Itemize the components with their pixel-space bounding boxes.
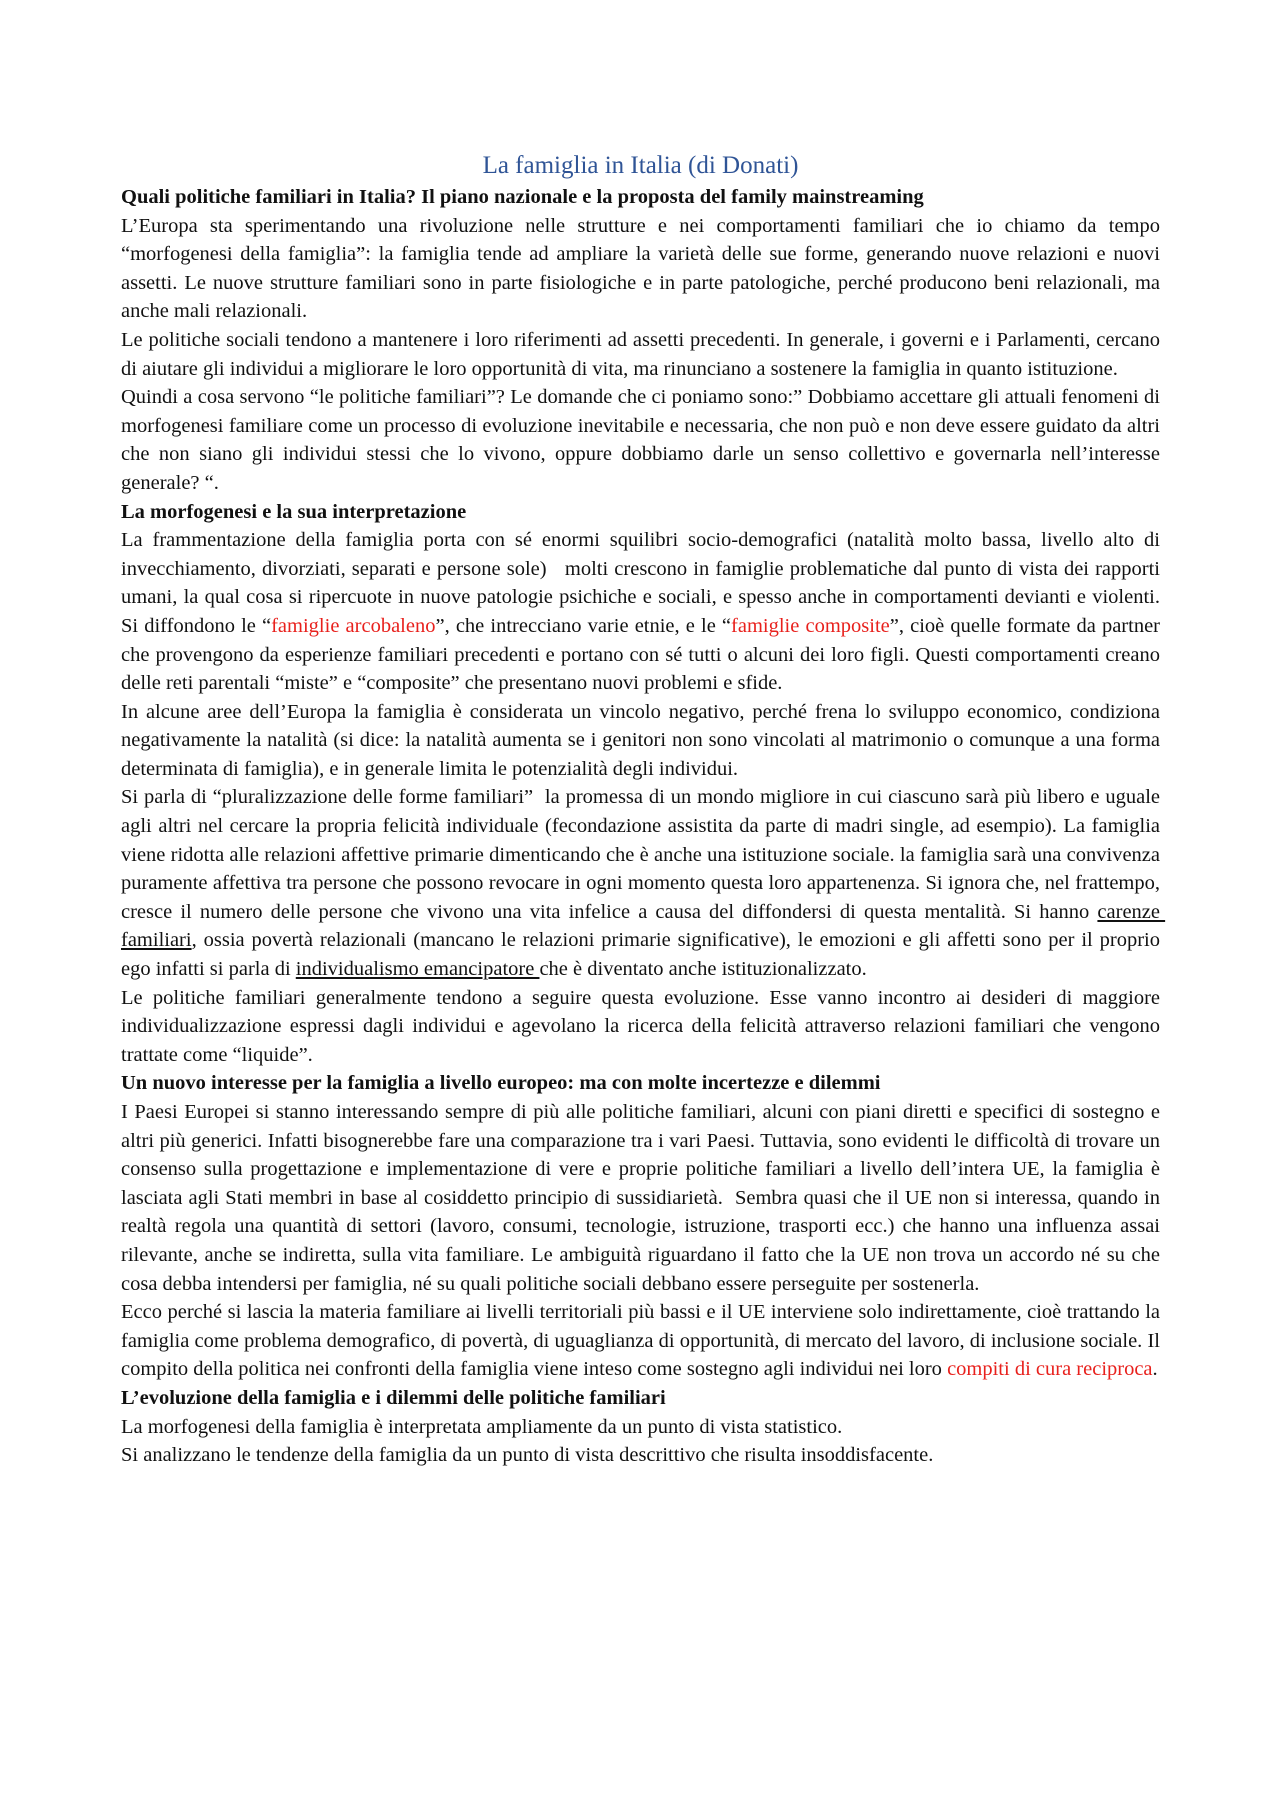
text-run: L’Europa sta sperimentando una rivoluzione nelle strutture e nei comportamenti familiari che io chiamo da tempo “morfogenesi della famiglia”: la famiglia tende ad ampliare la varietà delle sue forme, generando nuove relazioni e nuovi assetti. Le nuove strutture familiari sono in parte fisiologiche e in parte patologiche, perché producono beni relazionali, ma anche mali relazionali.: [121, 214, 1166, 323]
text-run: Un nuovo interesse per la famiglia a livello europeo: ma con molte incertezze e dilemmi: [121, 1072, 881, 1095]
text-run: Le politiche sociali tendono a mantenere i loro riferimenti ad assetti precedenti. In generale, i governi e i Parlamenti, cercano di aiutare gli individui a migliorare le loro opportunità di vita, ma rinunciano a sostenere la famiglia in quanto istituzione.: [121, 328, 1166, 380]
section-heading: [121, 1384, 1160, 1413]
document-page: [121, 150, 1166, 1470]
underlined-text: carenze familiari: [121, 900, 1166, 952]
text-run: La morfogenesi e la sua interpretazione: [121, 500, 467, 523]
section-heading: [121, 183, 1160, 212]
text-run: L’evoluzione della famiglia e i dilemmi delle politiche familiari: [121, 1386, 666, 1409]
paragraph: [121, 783, 1166, 983]
paragraph: [121, 1098, 1166, 1298]
paragraph: [121, 212, 1166, 326]
text-run: .: [1152, 1358, 1158, 1381]
text-run: Si analizzano le tendenze della famiglia da un punto di vista descrittivo che risulta insoddisfacente.: [121, 1444, 934, 1467]
text-run: che è diventato anche istituzionalizzato.: [539, 958, 867, 981]
paragraph: [121, 1298, 1166, 1384]
document-body: [121, 183, 1166, 1470]
text-run: , ossia povertà relazionali (mancano le relazioni primarie significative), le emozioni e gli affetti sono per il proprio ego infatti si parla di: [121, 929, 1166, 981]
paragraph: [121, 1413, 1160, 1442]
text-run: Quindi a cosa servono “le politiche familiari”? Le domande che ci poniamo sono:” Dobbiamo accettare gli attuali fenomeni di morfogenesi familiare come un processo di evoluzione inevitabile e necessaria, che non può e non deve essere guidato da altri che non siano gli individui stessi che lo vivono, oppure dobbiamo darle un senso collettivo e governarla nell’interesse generale? “.: [121, 386, 1166, 494]
paragraph: [121, 383, 1166, 497]
text-run: Quali politiche familiari in Italia? Il piano nazionale e la proposta del family mainstreaming: [121, 186, 924, 208]
underlined-text: individualismo emancipatore: [295, 958, 540, 981]
highlighted-text: famiglie composite: [731, 614, 890, 637]
text-run: In alcune aree dell’Europa la famiglia è considerata un vincolo negativo, perché frena lo sviluppo economico, condiziona negativamente la natalità (si dice: la natalità aumenta se i genitori non sono vincolati al matrimonio o comunque a una forma determinata di famiglia), e in generale limita le potenzialità degli individui.: [121, 700, 1166, 780]
text-run: ”, che intrecciano varie etnie, e le “: [435, 614, 732, 637]
paragraph: [121, 984, 1166, 1070]
highlighted-text: famiglie arcobaleno: [271, 614, 436, 637]
text-run: ”, cioè quelle formate da partner che provengono da esperienze familiari precedenti e portano con sé tutti o alcuni dei loro figli. Questi comportamenti creano delle reti parentali “miste” e “composite” che presentano nuovi problemi e sfide.: [121, 614, 1166, 695]
text-run: I Paesi Europei si stanno interessando sempre di più alle politiche familiari, alcuni con piani diretti e specifici di sostegno e altri più generici. Infatti bisognerebbe fare una comparazione tra i vari Paesi. Tuttavia, sono evidenti le difficoltà di trovare un consenso sulla progettazione e implementazione di vere e proprie politiche familiari a livello dell’intera UE, la famiglia è lasciata agli Stati membri in base al cosiddetto principio di sussidiarietà. Sembra quasi che il UE non si interessa, quando in realtà regola una quantità di settori (lavoro, consumi, tecnologie, istruzione, trasporti ecc.) che hanno una influenza assai rilevante, anche se indiretta, sulla vita familiare. Le ambiguità riguardano il fatto che la UE non trova un accordo né su che cosa debba intendersi per famiglia, né su quali politiche sociali debbano essere perseguite per sostenerla.: [121, 1101, 1166, 1295]
text-run: La frammentazione della famiglia porta con sé enormi squilibri socio-demografici (natalità molto bassa, livello alto di invecchiamento, divorziati, separati e persone sole) molti crescono in famiglie problematiche dal punto di vista dei rapporti umani, la qual cosa si ripercuote in nuove patologie psichiche e sociali, e spesso anche in comportamenti devianti e violenti. Si diffondono le “: [121, 529, 1166, 637]
paragraph: [121, 326, 1166, 383]
text-run: Ecco perché si lascia la materia familiare ai livelli territoriali più bassi e il UE interviene solo indirettamente, cioè trattando la famiglia come problema demografico, di povertà, di uguaglianza di opportunità, di mercato del lavoro, di inclusione sociale. Il compito della politica nei confronti della famiglia viene inteso come sostegno agli individui nei loro: [121, 1301, 1166, 1381]
paragraph: [121, 526, 1166, 698]
document-title: La famiglia in Italia (di Donati): [482, 152, 799, 179]
section-heading: [121, 1069, 1160, 1098]
paragraph: [121, 698, 1166, 784]
highlighted-text: compiti di cura reciproca: [947, 1358, 1153, 1381]
text-run: La morfogenesi della famiglia è interpretata ampliamente da un punto di vista statistico.: [121, 1415, 843, 1438]
text-run: Si parla di “pluralizzazione delle forme familiari” la promessa di un mondo migliore in cui ciascuno sarà più libero e uguale agli altri nel cercare la propria felicità individuale (fecondazione assistita da parte di madri single, ad esempio). La famiglia viene ridotta alle relazioni affettive primarie dimenticando che è anche una istituzione sociale. la famiglia sarà una convivenza puramente affettiva tra persone che possono revocare in ogni momento questa loro appartenenza. Si ignora che, nel frattempo, cresce il numero delle persone che vivono una vita infelice a causa del diffondersi di questa mentalità. Si hanno: [121, 786, 1166, 923]
text-run: Le politiche familiari generalmente tendono a seguire questa evoluzione. Esse vanno incontro ai desideri di maggiore individualizzazione espressi dagli individui e agevolano la ricerca della felicità attraverso relazioni familiari che vengono trattate come “liquide”.: [121, 986, 1166, 1066]
paragraph: [121, 1441, 1160, 1470]
section-heading: [121, 498, 1160, 527]
